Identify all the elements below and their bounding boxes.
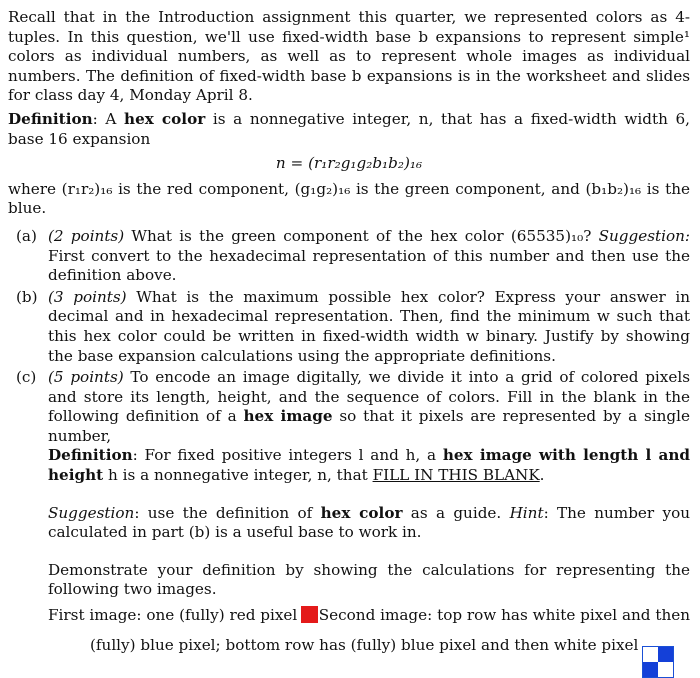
two-by-two-pixel-image <box>642 646 674 678</box>
pixel-top-right-blue <box>658 647 673 662</box>
part-a-suggestion-text: First convert to the hexadecimal representation of this number and then use the definition above. <box>48 246 690 285</box>
part-c <box>8 368 690 600</box>
part-a-question: What is the green component of the hex color (65535)₁₀? <box>124 226 599 245</box>
definition-term: hex color <box>124 109 206 128</box>
pixel-bottom-left-blue <box>643 662 658 677</box>
part-c-suggestion-text-2: as a guide. <box>402 503 510 522</box>
pixel-bottom-right-white <box>658 662 673 677</box>
part-c-text-2: so that it pixels are represented by a single number, <box>48 407 690 445</box>
definition-text-after: is a nonnegative integer, n, that has a fixed-width width 6, base 16 expansion <box>8 109 690 148</box>
example-images <box>48 606 690 678</box>
part-c-text <box>48 368 690 446</box>
part-c-hint-label: Hint <box>509 503 544 522</box>
part-b-question: What is the maximum possible hex color? Express your answer in decimal and in hexadecimal representation. Then, find the minimum w such that this hex color could be written in fixed-width width w binary. Justify by showing the base expansion calculations using the appropriate definitions. <box>48 287 690 365</box>
part-c-text-1: To encode an image digitally, we divide it into a grid of colored pixels and store its length, height, and the sequence of colors. Fill in the blank in the following definition of a <box>48 368 690 426</box>
second-image-caption-1: Second image: top row has white pixel and then <box>318 606 690 625</box>
part-c-suggestion-text-1: : use the definition of <box>134 503 321 522</box>
part-b-points: (3 points) <box>48 287 127 306</box>
hex-image-def-text-2: h is a nonnegative integer, n, that <box>103 466 373 485</box>
part-a-text <box>48 227 690 286</box>
part-c-suggestion-term: hex color <box>320 503 403 522</box>
part-a-suggestion-label: Suggestion: <box>598 226 691 245</box>
component-explanation: where (r₁r₂)₁₆ is the red component, (g₁g₂)₁₆ is the green component, and (b₁b₂)₁₆ is the blue. <box>8 179 690 218</box>
part-c-points: (5 points) <box>48 368 124 387</box>
red-pixel-image <box>301 606 318 623</box>
first-image-text: First image: one (fully) red pixel <box>48 606 298 625</box>
part-c-hint-text: : The number you calculated in part (b) is a useful base to work in. <box>48 503 690 542</box>
hex-image-def-term: hex image with length l and height <box>48 446 691 485</box>
definition-heading: Definition <box>8 109 93 128</box>
part-c-term: hex image <box>243 407 333 426</box>
part-c-label: (c) <box>16 368 37 387</box>
hex-color-definition <box>8 110 690 149</box>
first-image-caption <box>48 606 318 626</box>
intro-paragraph: Recall that in the Introduction assignment this quarter, we represented colors as 4-tuples. In this question, we'll use fixed-width base b expansions to represent simple¹ colors as individual numbers, as well as to represent whole images as individual numbers. The definition of fixed-width base b expansions is in the worksheet and slides for class day 4, Monday April 8. <box>8 8 690 105</box>
hex-image-definition-heading: Definition <box>48 446 133 465</box>
hex-color-equation: n = (r₁r₂g₁g₂b₁b₂)₁₆ <box>275 154 423 173</box>
part-a-points: (2 points) <box>48 226 125 245</box>
second-image-caption-line <box>90 636 690 678</box>
part-c-suggestion <box>48 504 690 543</box>
hex-image-definition <box>48 446 690 485</box>
pixel-top-left-white <box>643 647 658 662</box>
second-image-caption-2: (fully) blue pixel; bottom row has (fully) blue pixel and then white pixel <box>90 635 639 654</box>
part-a-label: (a) <box>16 226 37 245</box>
part-b-label: (b) <box>16 287 38 306</box>
definition-text-before: : A <box>92 109 125 128</box>
part-b <box>8 288 690 366</box>
hex-image-def-end: . <box>539 466 545 485</box>
part-b-text <box>48 288 690 366</box>
part-a <box>8 227 690 286</box>
part-c-suggestion-label: Suggestion <box>48 503 135 522</box>
hex-image-def-text-1: : For fixed positive integers l and h, a <box>132 446 443 465</box>
part-c-demo: Demonstrate your definition by showing the calculations for representing the following two images. <box>48 560 690 599</box>
fill-in-blank: FILL IN THIS BLANK <box>372 466 540 485</box>
